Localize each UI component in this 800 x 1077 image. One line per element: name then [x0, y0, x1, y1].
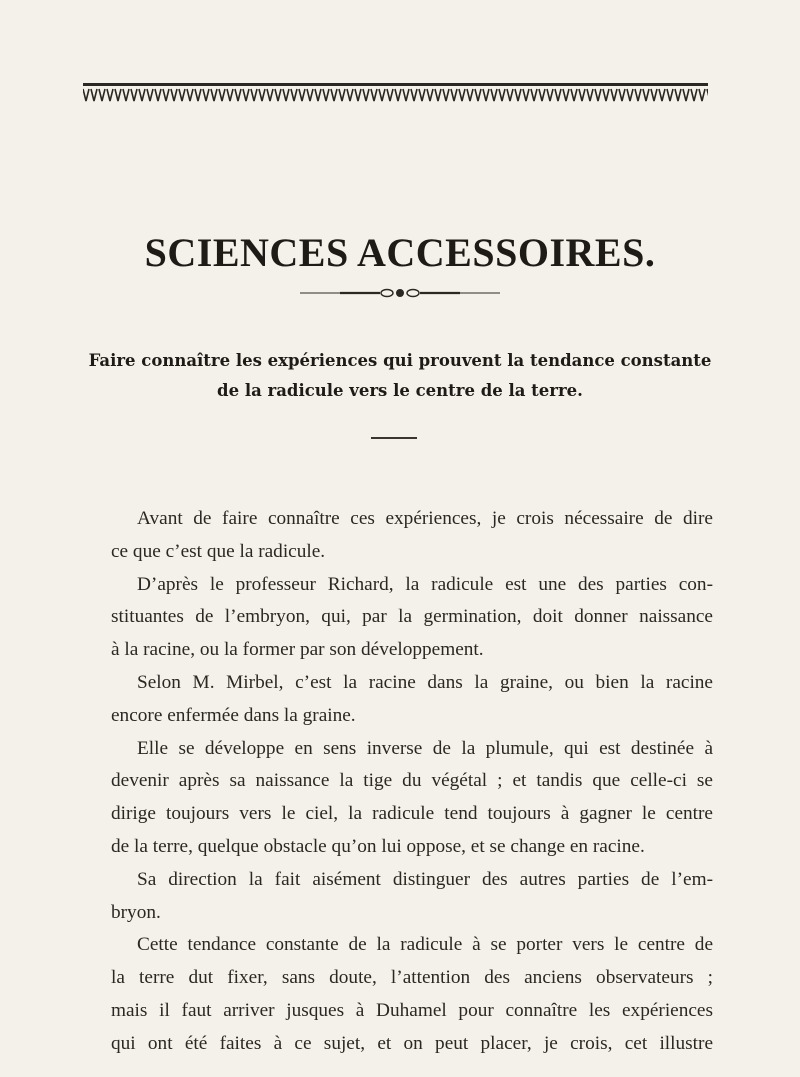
body-line: Avant de faire connaître ces expériences, je crois nécessaire de dire	[137, 508, 713, 529]
top-ornamental-border	[83, 83, 708, 105]
subtitle-line-2: de la radicule vers le centre de la terre.	[217, 381, 583, 400]
short-divider-rule	[371, 437, 417, 439]
body-line: la terre dut fixer, sans doute, l’attention des anciens observateurs ;	[111, 967, 713, 989]
body-line: D’après le professeur Richard, la radicule est une des parties con-	[137, 573, 713, 595]
section-title: SCIENCES ACCESSOIRES.	[144, 230, 656, 275]
body-line: Cette tendance constante de la radicule à se porter vers le centre de	[137, 934, 713, 956]
body-line: qui ont été faites à ce sujet, et on peut placer, je crois, cet illustre	[111, 1032, 713, 1054]
body-line: Elle se développe en sens inverse de la plumule, qui est destinée à	[137, 737, 713, 759]
body-line: Sa direction la fait aisément distinguer des autres parties de l’em-	[137, 868, 713, 890]
body-line: dirige toujours vers le ciel, la radicule tend toujours à gagner le centre	[111, 803, 713, 825]
body-line: stituantes de l’embryon, qui, par la germination, doit donner naissance	[111, 606, 713, 628]
zigzag-border-pattern	[83, 87, 708, 103]
body-line: encore enfermée dans la graine.	[111, 704, 356, 726]
body-line: Selon M. Mirbel, c’est la racine dans la graine, ou bien la racine	[137, 671, 713, 693]
body-line: de la terre, quelque obstacle qu’on lui oppose, et se change en racine.	[111, 835, 645, 857]
decorative-divider-ornament	[300, 287, 500, 299]
subtitle-line-1: Faire connaître les expériences qui prouvent la tendance constante	[88, 351, 712, 370]
body-line: devenir après sa naissance la tige du végétal ; et tandis que celle-ci se	[111, 770, 713, 792]
body-text	[111, 503, 713, 1061]
body-line: à la racine, ou la former par son développement.	[111, 639, 484, 661]
body-line: ce que c’est que la radicule.	[111, 540, 326, 562]
body-line: bryon.	[111, 901, 161, 923]
top-border-rule	[83, 83, 708, 86]
body-line: mais il faut arriver jusques à Duhamel pour connaître les expériences	[111, 999, 713, 1021]
